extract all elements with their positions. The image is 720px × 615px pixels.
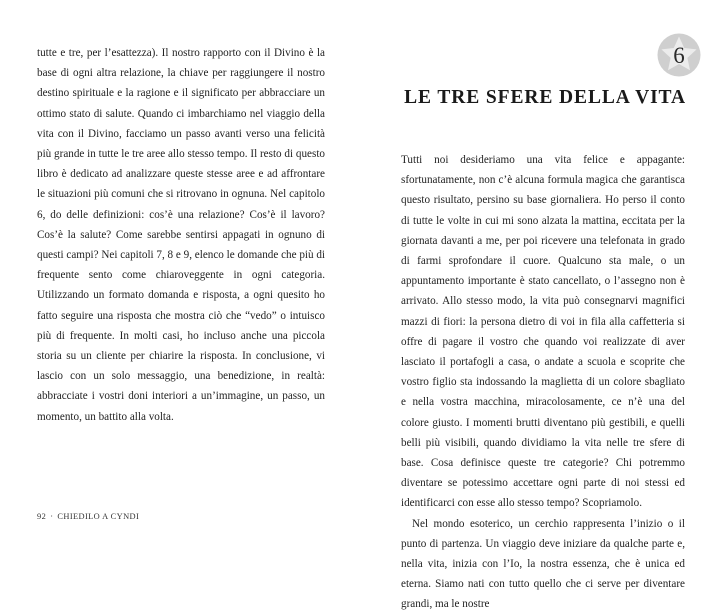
page-number: 92 [37, 512, 47, 521]
chapter-number: 6 [673, 43, 685, 68]
left-page-body-text: tutte e tre, per l’esattezza). Il nostro rapporto con il Divino è la base di ogni altra relazione, la chiave per raggiungere il nostro destino spirituale e la ragione e il significato per abbracciare un ottimo stato di salute. Quando ci imbarchiamo nel viaggio della vita con il Divino, facciamo un passo avanti verso una felicità più grande in tutte le tre aree allo stesso tempo. Il resto di questo libro è dedicato ad analizzare queste stesse aree e ad affrontare le situazioni più comuni che si ritrovano in ognuna. Nel capitolo 6, do delle definizioni: cos’è una relazione? Cos’è il lavoro? Cos’è la salute? Come sarebbe sentirsi appagati in ognuno di questi campi? Nei capitoli 7, 8 e 9, elenco le domande che più di frequente sento come chiaroveggente in ogni categoria. Utilizzando un formato domanda e risposta, a ogni quesito ho fatto seguire una risposta che mostra ciò che “vedo” o intuisco più di frequente. In molti casi, ho incluso anche una piccola storia su un cliente per chiarire la risposta. In conclusione, vi lascio con un solo messaggio, una benedizione, in realtà: abbracciate i vostri doni interiori a un’immagine, un passo, un momento, un battito alla volta. [37, 47, 326, 423]
page-footer [37, 512, 139, 521]
right-page [360, 0, 720, 611]
paragraph: Tutti noi desideriamo una vita felice e appagante: sfortunatamente, non c’è alcuna formula magica che garantisca questo risultato, persino su base giornaliera. Ho perso il conto di tutte le volte in cui mi sono alzata la mattina, eccitata per la giornata davanti a me, per poi ricevere una telefonata in grado di farmi sprofondare il cuore. Qualcuno sta male, o un appuntamento importante è stato cancellato, o l’assegno non è arrivato. Allo stesso modo, la vita può consegnarvi magnifici mazzi di fiori: la persona dietro di voi in fila alla caffetteria si offre di pagare il vostro che quando voi realizzate di aver lasciato il portafogli a casa, o andate a scuola e scoprite che vostro figlio sta indossando la maglietta di un colore sbagliato e nella vostra macchina, miracolosamente, ce n’è una del colore giusto. I momenti brutti diventano più gestibili, e quelli belli più visibili, quando dividiamo la vita nelle tre sfere di base. Cosa definisce queste tre categorie? Chi potremmo diventare se potessimo accettare ogni parte di noi stessi ed identificarci con esse allo stesso tempo? Scopriamolo. [401, 154, 685, 510]
chapter-title: LE TRE SFERE DELLA VITA [404, 87, 686, 108]
paragraph: Nel mondo esoterico, un cerchio rappresenta l’inizio o il punto di partenza. Un viaggio deve iniziare da qualche parte e, nella vita, inizia con l’Io, la nostra essenza, che è unica ed eterna. Siamo nati con tutto quello che ci serve per diventare grandi, ma le nostre [401, 517, 685, 611]
right-page-body-text [401, 150, 685, 615]
left-page [0, 0, 360, 553]
chapter-badge [656, 32, 702, 78]
running-head: CHIEDILO A CYNDI [57, 512, 140, 521]
footer-separator: · [50, 512, 54, 521]
